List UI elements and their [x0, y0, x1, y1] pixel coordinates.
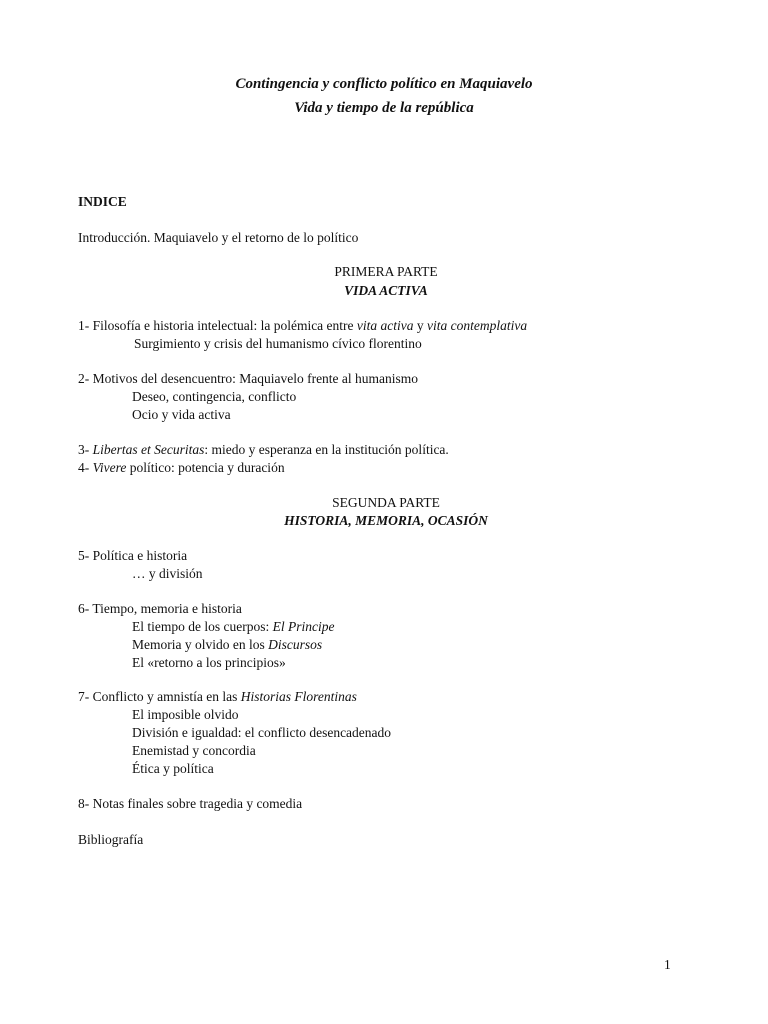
chapter-1-em-vita-contemplativa: vita contemplativa — [427, 318, 528, 333]
part2-title: HISTORIA, MEMORIA, OCASIÓN — [284, 513, 488, 528]
toc-chapter-6-sub-3: El «retorno a los principios» — [132, 655, 286, 670]
part1-label: PRIMERA PARTE — [334, 264, 438, 279]
toc-chapter-2: 2- Motivos del desencuentro: Maquiavelo frente al humanismo — [78, 371, 419, 386]
chapter-4-number: 4- — [78, 460, 93, 475]
chapter-6-sub-2-text: Memoria y olvido en los — [132, 637, 269, 652]
chapter-1-text: 1- Filosofía e historia intelectual: la polémica entre — [78, 318, 357, 333]
toc-chapter-7-sub-2: División e igualdad: el conflicto desencadenado — [132, 725, 392, 740]
chapter-4-text: político: potencia y duración — [126, 460, 285, 475]
chapter-6-sub-1-text: El tiempo de los cuerpos: — [132, 619, 273, 634]
index-heading: INDICE — [78, 194, 127, 209]
document-title: Contingencia y conflicto político en Maquiavelo — [235, 76, 533, 92]
toc-chapter-5: 5- Política e historia — [78, 548, 188, 563]
chapter-4-em: Vivere — [92, 460, 127, 475]
chapter-7-em: Historias Florentinas — [240, 689, 357, 704]
chapter-1-conjunction: y — [413, 318, 428, 333]
toc-chapter-2-sub-2: Ocio y vida activa — [132, 407, 231, 422]
chapter-1-em-vita-activa: vita activa — [356, 318, 414, 333]
toc-chapter-7-sub-1: El imposible olvido — [132, 707, 239, 722]
toc-introduction: Introducción. Maquiavelo y el retorno de lo político — [78, 230, 359, 245]
toc-bibliography: Bibliografía — [78, 832, 144, 847]
part1-title: VIDA ACTIVA — [344, 283, 428, 298]
chapter-3-text: : miedo y esperanza en la institución política. — [204, 442, 449, 457]
chapter-6-sub-2-em: Discursos — [268, 637, 323, 652]
toc-chapter-1 — [78, 318, 527, 334]
toc-chapter-8: 8- Notas finales sobre tragedia y comedia — [78, 796, 303, 811]
toc-chapter-4 — [78, 460, 285, 476]
toc-chapter-5-sub-1: … y división — [132, 566, 203, 581]
toc-chapter-7-sub-3: Enemistad y concordia — [132, 743, 256, 758]
toc-chapter-7 — [78, 689, 357, 705]
chapter-3-em: Libertas et Securitas — [92, 442, 205, 457]
toc-chapter-2-sub-1: Deseo, contingencia, conflicto — [132, 389, 297, 404]
document-subtitle: Vida y tiempo de la república — [294, 100, 474, 116]
toc-chapter-3 — [78, 442, 449, 458]
chapter-7-text: 7- Conflicto y amnistía en las — [78, 689, 241, 704]
toc-chapter-6-sub-1 — [132, 619, 334, 635]
toc-chapter-6: 6- Tiempo, memoria e historia — [78, 601, 242, 616]
toc-chapter-7-sub-4: Ética y política — [132, 761, 214, 776]
chapter-6-sub-1-em: El Principe — [272, 619, 335, 634]
part2-label: SEGUNDA PARTE — [332, 495, 440, 510]
toc-chapter-6-sub-2 — [132, 637, 322, 653]
page-number: 1 — [664, 957, 671, 972]
toc-chapter-1-sub-1: Surgimiento y crisis del humanismo cívico florentino — [134, 336, 422, 351]
chapter-3-number: 3- — [78, 442, 93, 457]
